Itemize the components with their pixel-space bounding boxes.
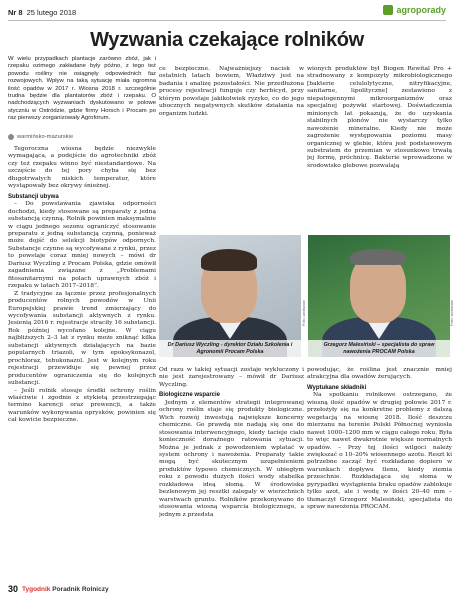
section-brand: [383, 5, 446, 15]
portrait-hair: [350, 249, 406, 265]
masthead-part-1: Tygodnik: [22, 585, 53, 593]
location-pin-icon: [8, 134, 14, 140]
text-column-5: [307, 367, 452, 572]
text-column-2: [159, 66, 304, 241]
paragraph: ce bezpieczne. Najważniejszy nacisk w ostatnich latach bowiem, Władztwy jest na badania i analizę pozostałości. Nie przedłużona procesy rejestracji funguje czy herbicyd, przy którym powstaje jakikolwiek ryzyko, co do jego ubocznych negatywnych skutków działania na organizm ludzki.: [159, 66, 304, 117]
text-column-1: [8, 146, 156, 571]
paragraph: Na spotkaniu rolnikowe ostrzegano, że wiosną ilość opadów w drugiej połowie 2017 r. przełożyły się na konkretne problemy z dalszą wegetacją na wiosnę 2018. Ilość deszczu mierzanu na terenie Polski Północnej wyniosła nawet 1000–1200 mm w ciągu całego roku. Była to więc nawet dwukrotnie większe normalnych opadów. – Przy tej ilości wilgoci należy zwiększać o 10–20% wiosennego azotu. Reszt ki potrzebne zacząć być rozkładane dopiero w warunkach dopływu tlenu, kiedy ziemia przeschnie. Rozkładająca się słoma w pyrypadku wystąpienia braku opadów zablokuje tylko azot, ale i wodę w ilości 20–40 mm – tłumaczył Grzegorz Malesiński, specjalista do spraw nawożenia PROCAM.: [307, 392, 452, 511]
subheading: Wyptukane składniki: [307, 384, 367, 391]
photo-caption: Dr Dariusz Wyczling - dyrektor Działu Szkolenia i Agronomii Procam Polska: [159, 340, 301, 357]
section-name: agroporady: [396, 5, 446, 15]
text-column-4: [159, 367, 304, 572]
photo-grzegorz-malesinski: [308, 235, 450, 357]
region-tag: [8, 134, 156, 140]
paragraph: Tegoroczna wiosna będzie niezwykle wymagająca, a podejście do agrotechniki zbóż czy też rzepaku winno być niestandardowe. Na szczęście do tej pory chyba się bez długotrwałych niskich temperatur, które wystąpowały bez okrywy śnieżnej.: [8, 146, 156, 190]
paragraph: wionych produktów był Biogen Rewital Pro + stradnowany z kompozyty mikrobiologicznego [bakterie celulolytyczne, nitryfikacyjne, sanitarne, lipolityczne] zestawiono z niepatogennymi mikroorganizmów oraz specjalnej pożywki startowej. Doświadczenia minionych lat pokazują, że do uzyskania stabilnych plonów nie wystarczy tylko nawożenie mineralne. Kiedy nie może zagrożenie występowania poziomu masy organicznej w glebie, która jest podstawowym substratem do przemian w stosunkowo trwałą jej formę, próchnicę. Bakterie wprowadzone w środowisko glebowe pozwalają: [307, 66, 452, 169]
header-divider: [8, 20, 446, 21]
issue-number: Nr 8: [8, 8, 23, 17]
publication-masthead: [22, 586, 109, 593]
region-label: warmińsko-mazurskie: [17, 134, 74, 140]
paragraph: powodując, że roślina jest znacznie mniej atrakcyjna dla owadów żerujących.: [307, 367, 452, 381]
paragraph: – Do powstawania zjawiska odporności dochodzi, kiedy stosowane są preparaty z jedną substancją czynną. Rolnik powinien maksymalnie w ciągu jednego sezonu ograniczyć stosowanie preparatu z jedną substancją czynną, ponieważ może dojść do selekcji biotypów odpornych. Substancje czynne są wycofywane z rynku, przez to powstaje coraz mniej nowych – mówi dr Dariusz Wyczling z Procam Polska, gdzie omówił zagadnienia związane z „Problemami fitosanitarnymi na polach uprawnych zbóż i rzepaku w latach 2017–2018”.: [8, 201, 156, 290]
photo-credit: Foto: archiwum: [302, 300, 306, 326]
text-column-3: [307, 66, 452, 241]
issue-date: 25 lutego 2018: [26, 8, 77, 17]
portrait-hair: [201, 249, 257, 271]
photo-caption: Grzegorz Malesiński – specjalista do spraw nawożenia PROCAM Polska: [308, 340, 450, 357]
paragraph: Z tradycyjne za łącznie przez profesjonalnych producentów rolnych powodów w Unii Europejskiej prawie trend zmierzający do wycofywania substancji aktywnych z rynku. Jesienią 2016 r. rejestracje straciły 16 substancji. Rok później wycofano kolejne. W ciągu najbliższych 2–3 lat z rynku może zniknąć kilka substancji aktywnych działających na bazie popularnych triazoli, w tym epoksykonazol, prochloraz, tebukonazol. Jest w kolejnym roku rejestracji przewiduje się pewnej przez producentów ograniczenia się do kolejnych substancji.: [8, 290, 156, 387]
photo-dariusz-wyczling: [159, 235, 301, 357]
leaf-icon: [383, 5, 393, 15]
article-lead: W wielu przypadkach plantacje zarówno zbóż, jak i rzepaku ozimego zakładane były późno, z tego też powodu rośliny nie osiągnęły odpowiednich faz rozwojowych. Wpływ na taką sytuację miała ogromna ilość opadów w 2017 r. Wiosna 2018 r. szczególnie trudna będzie dla plantatorów zbóż i rzepaku. O nadchodzących wyzwaniach dyskutowano w polowe styczniu w Ostródzie, gdzie firmy Horsch i Procam po raz pierwszy zorganizowały Agroforum.: [8, 56, 156, 122]
paragraph: Jednym z elementów strategii integrowanej ochrony roślin staje się produkty biologiczne. Wich rozwój inwestują największe koncerny chemiczne. Go prawdą nie nadają się one do stosowania interwencyjnego, kiedy tacieje ciało konieczność doraźnego ratowania sytuacji. Można je jednak z powodzeniem wplatać w system ochrony i nawożenia. Preparaty takie mogą być skutecznym uzupełnieniem produktów typowo chemicznych. W ubiegłym roku z powodu dużych ilości wody stabelka rozkładowa ideą słomą. W środowiska bezlenowym jej resztki zalegały w wierzchnich warstwach gruntu. Rolników przekonywano do stosowania wiosną wsparcia biologicznego, a jednym z przedsta: [159, 399, 304, 518]
photo-credit: Foto: archiwum: [450, 300, 454, 326]
subheading: Biologiczne wsparcie: [159, 392, 221, 399]
masthead-part-2: Poradnik Rolniczy: [52, 585, 109, 593]
issue-info: [8, 8, 76, 17]
page-header: [0, 0, 454, 22]
paragraph: – Jeśli rolnik stosuje środki ochrony roślin właściwie i zgodnie z etykietą przestrzegając termino karencji oraz prewencji, a także warunków wykonywania oprysków, powinien się cał kowicie bezpieczne.: [8, 387, 156, 424]
paragraph: Od razu w takiej sytuacji zostaje wykluczony i nie jest zarejestrowany – mówił dr Dariusz Wyczling.: [159, 367, 304, 388]
subheading: Substancji ubywa: [8, 193, 59, 200]
page-footer: [8, 584, 109, 594]
article-title: Wyzwania czekające rolników: [90, 29, 364, 51]
page-number: 30: [8, 584, 19, 594]
